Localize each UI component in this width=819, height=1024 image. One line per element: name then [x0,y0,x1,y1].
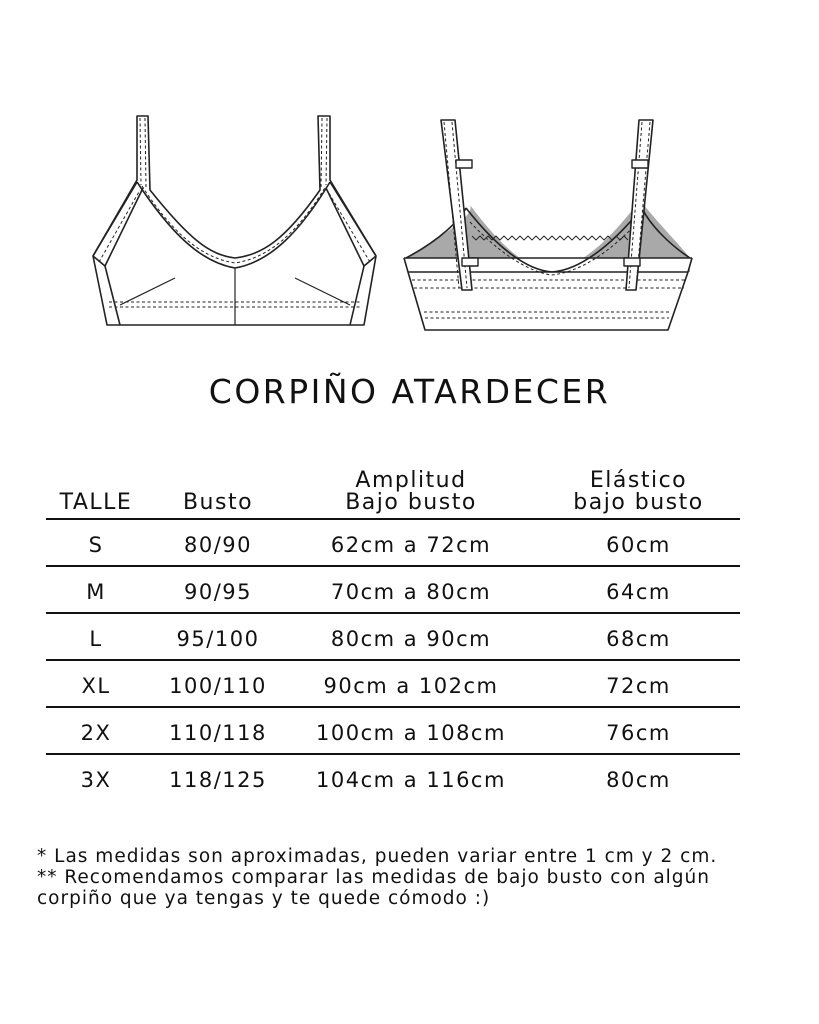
footnote-line: corpiño que ya tengas y te quede cómodo :) [37,888,491,909]
header-busto: Busto [182,490,254,515]
cell-busto: 100/110 [169,674,267,698]
cell-elastico: 80cm [606,768,671,792]
header-amplitud: Amplitud Bajo busto [345,468,477,515]
cell-busto: 80/90 [183,533,253,557]
cell-talle: L [89,627,103,651]
table-header [46,462,740,520]
cell-talle: 2X [80,721,112,745]
cell-elastico: 76cm [606,721,671,745]
cell-busto: 95/100 [176,627,260,651]
cell-talle: M [86,580,106,604]
footnotes [37,846,807,909]
bra-back-illustration [404,120,692,330]
table-row [46,708,740,755]
table-row [46,661,740,708]
cell-elastico: 60cm [606,533,671,557]
cell-talle: XL [81,674,111,698]
header-elastico: Elástico bajo busto [573,468,704,515]
cell-busto: 90/95 [183,580,253,604]
cell-elastico: 72cm [606,674,671,698]
garment-illustrations [0,0,819,360]
cell-elastico: 68cm [606,627,671,651]
size-table [46,462,740,800]
table-row [46,567,740,614]
footnote-line: ** Recomendamos comparar las medidas de bajo busto con algún [37,867,710,888]
cell-amplitud: 80cm a 90cm [330,627,492,651]
cell-busto: 110/118 [169,721,267,745]
page-title: CORPIÑO ATARDECER [208,372,611,411]
cell-talle: 3X [80,768,112,792]
bra-front-illustration [93,116,376,325]
cell-elastico: 64cm [606,580,671,604]
cell-amplitud: 62cm a 72cm [330,533,492,557]
table-row [46,755,740,800]
cell-amplitud: 90cm a 102cm [323,674,499,698]
header-talle: TALLE [59,490,133,515]
table-row [46,520,740,567]
cell-amplitud: 100cm a 108cm [316,721,506,745]
cell-amplitud: 104cm a 116cm [316,768,506,792]
footnote-line: * Las medidas son aproximadas, pueden variar entre 1 cm y 2 cm. [37,846,718,867]
table-row [46,614,740,661]
cell-amplitud: 70cm a 80cm [330,580,492,604]
cell-talle: S [88,533,104,557]
cell-busto: 118/125 [169,768,267,792]
